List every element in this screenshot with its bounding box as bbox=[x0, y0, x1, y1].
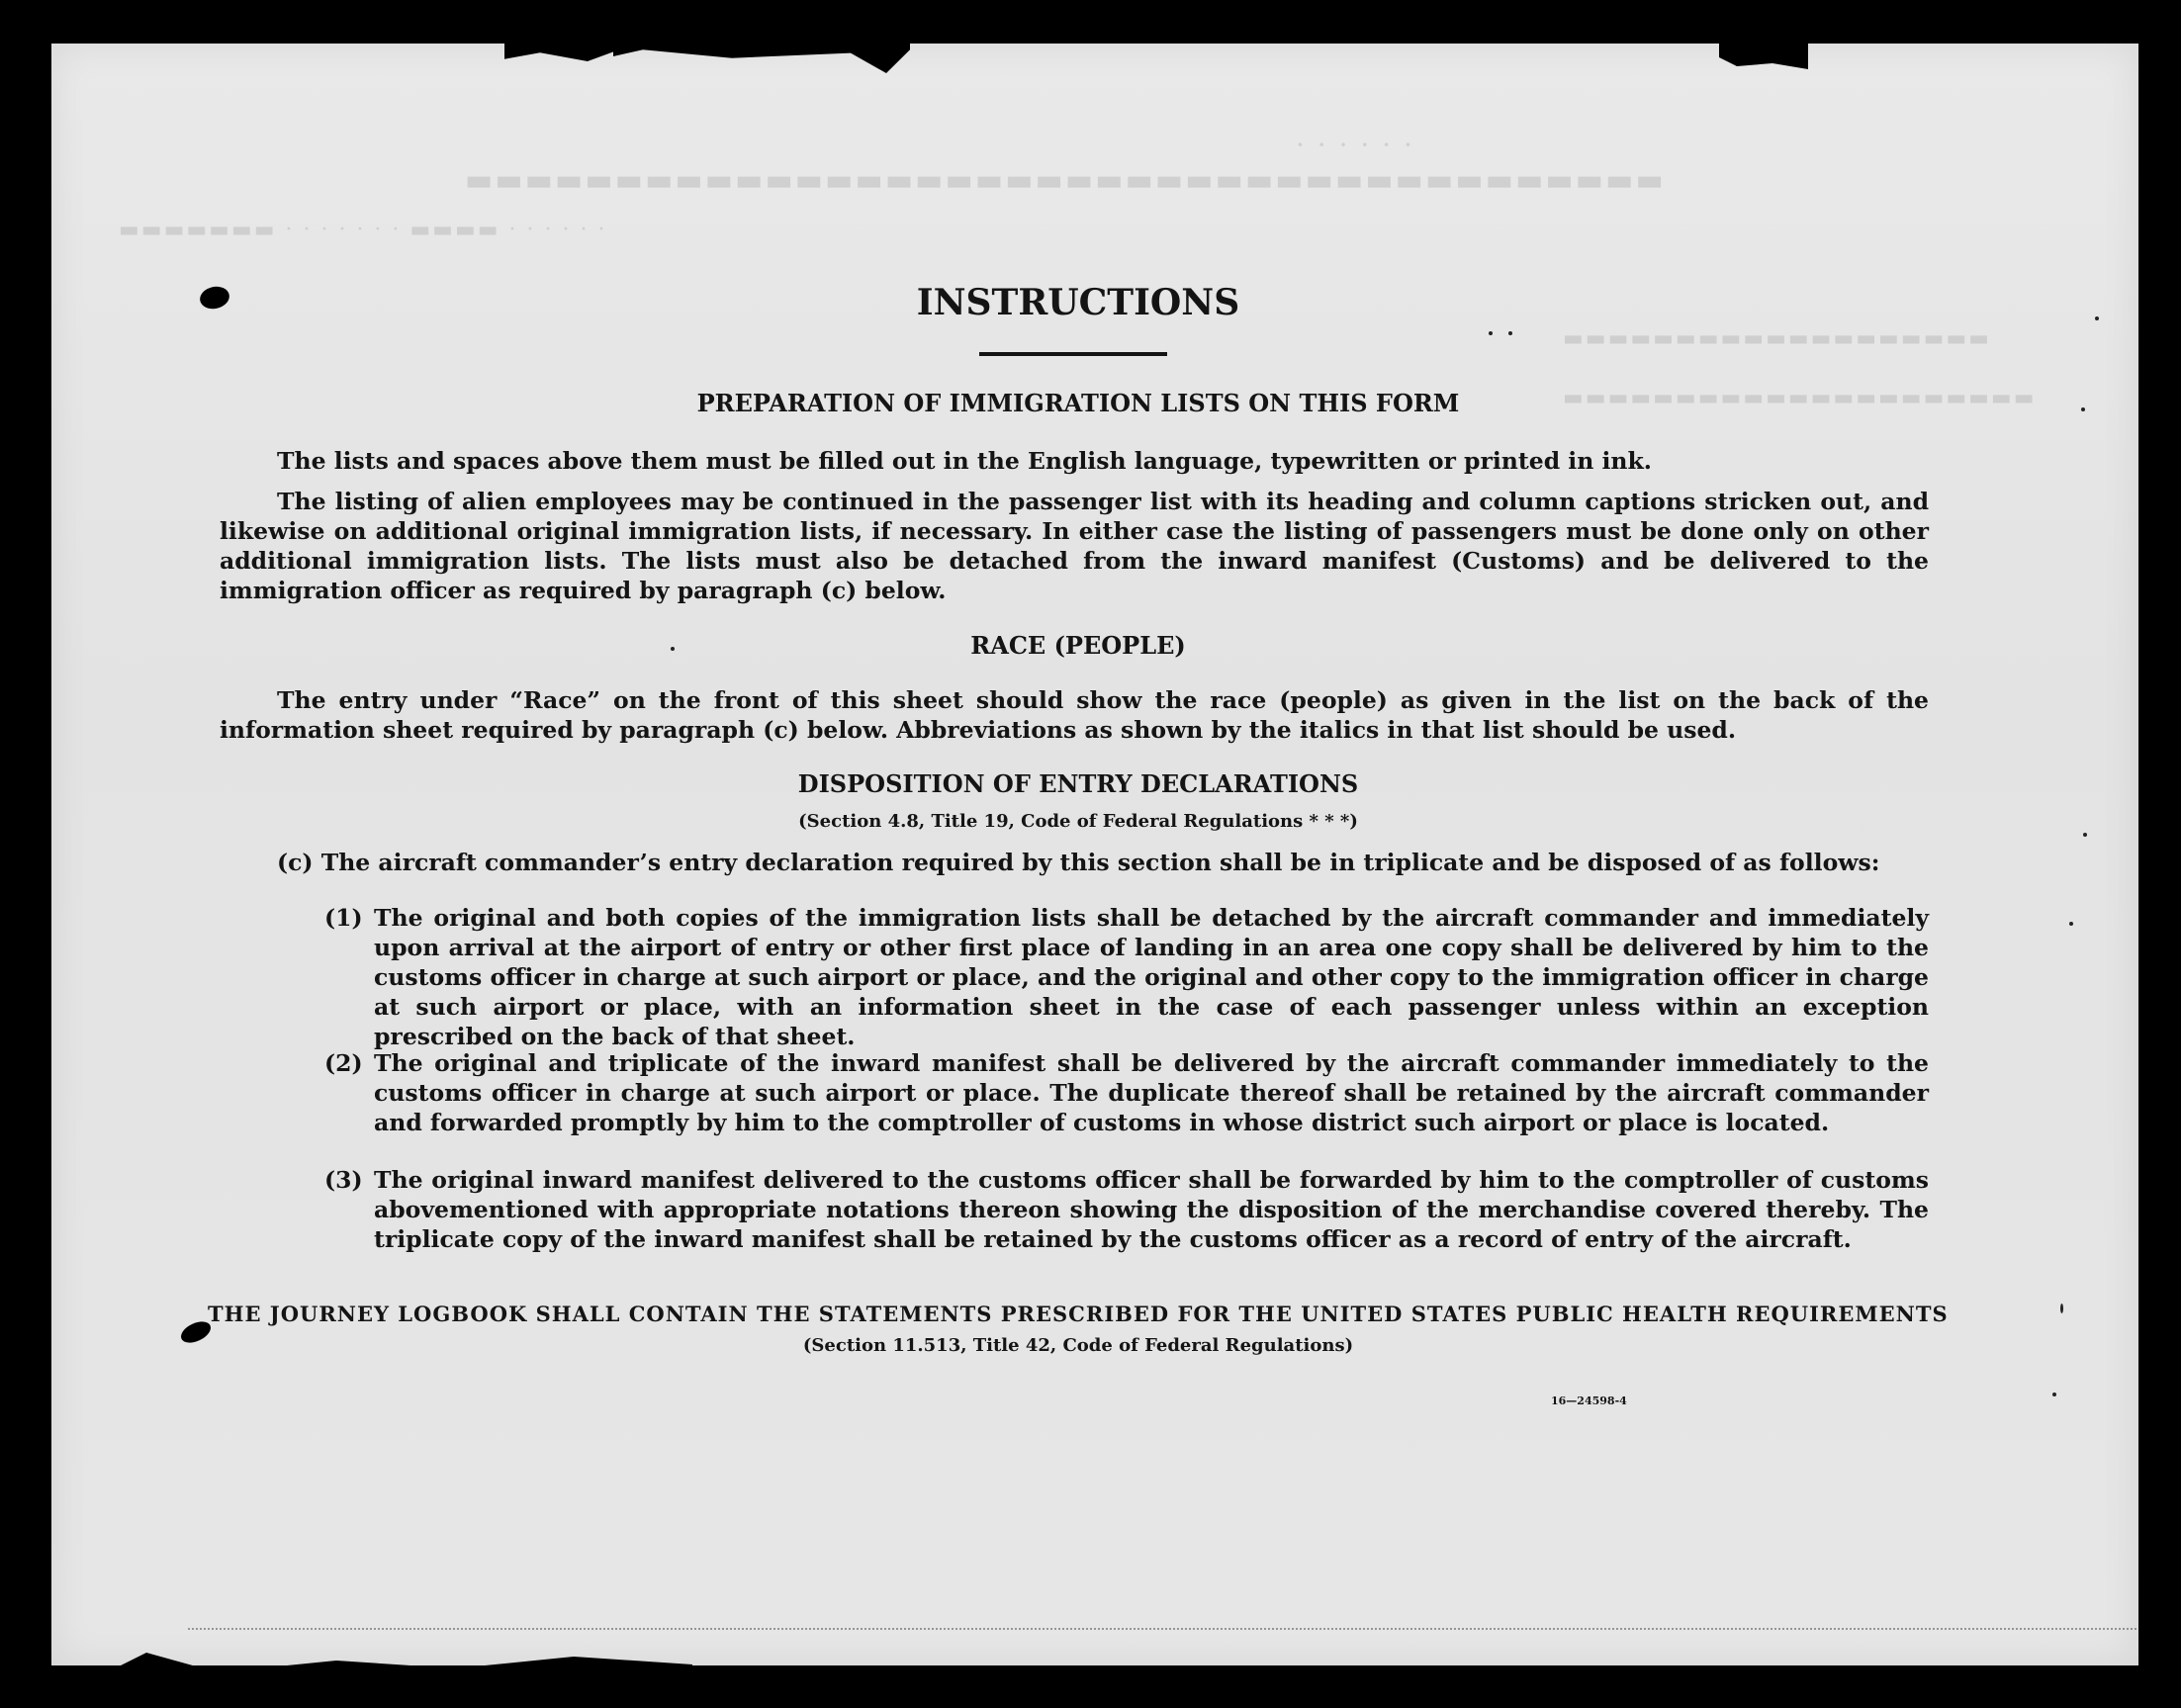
paragraph-preparation-1: The lists and spaces above them must be filled out in the English language, typewritten or printed in ink. bbox=[277, 447, 1652, 475]
list-item-number: (2) bbox=[324, 1049, 363, 1077]
list-item-number: (3) bbox=[324, 1166, 363, 1194]
list-item-number: (1) bbox=[324, 904, 363, 932]
title-underline bbox=[979, 352, 1167, 356]
section-heading-preparation: PREPARATION OF IMMIGRATION LISTS ON THIS FORM bbox=[696, 389, 1460, 417]
section-heading-disposition: DISPOSITION OF ENTRY DECLARATIONS bbox=[797, 769, 1359, 798]
list-item bbox=[324, 903, 1929, 1051]
footer-citation: (Section 11.513, Title 42, Code of Federal Regulations) bbox=[802, 1335, 1354, 1356]
paragraph-disposition-intro: (c) The aircraft commander’s entry declaration required by this section shall be in triplicate and be disposed of as follows: bbox=[277, 849, 1880, 876]
bleed-through-text: ▬▬▬▬▬▬▬ · · · · · · · ▬▬▬▬ · · · · · · bbox=[119, 218, 607, 242]
footer-health-requirements: THE JOURNEY LOGBOOK SHALL CONTAIN THE STATEMENTS PRESCRIBED FOR THE UNITED STATES PUBLIC HEALTH REQUIREMENTS bbox=[208, 1302, 1949, 1326]
section-subheading-disposition: (Section 4.8, Title 19, Code of Federal Regulations * * *) bbox=[798, 811, 1358, 832]
bleed-through-text: ▬▬▬▬▬▬▬▬▬▬▬▬▬▬▬▬▬▬▬ bbox=[1563, 326, 1991, 351]
list-item bbox=[324, 1048, 1929, 1137]
list-item-text: The original and both copies of the immigration lists shall be detached by the aircraft commander and immediately upon arrival at the airport of entry or other first place of landing in an area one copy shall be delivered by him to the customs officer in charge at such airport or place, and the original and other copy to the immigration officer in charge at such airport or place, with an information sheet in the case of each passenger unless within an exception prescribed on the back of that sheet. bbox=[374, 904, 1929, 1050]
list-item bbox=[324, 1165, 1929, 1254]
form-number: 16—24598-4 bbox=[1551, 1394, 1627, 1407]
list-item-text: The original inward manifest delivered to the customs officer shall be forwarded by him to the comptroller of customs abovementioned with appropriate notations thereon showing the disposition of the merchandise covered thereby. The triplicate copy of the inward manifest shall be retained by the customs officer as a record of entry of the aircraft. bbox=[374, 1166, 1929, 1253]
paragraph-preparation-2: The listing of alien employees may be continued in the passenger list with its heading and column captions stricken out, and likewise on additional original immigration lists, if necessary. In either case the listing of passengers must be done only on other additional immigration lists. The lists must also be detached from the inward manifest (Customs) and be delivered to the immigration officer as required by paragraph (c) below. bbox=[220, 488, 1929, 604]
bleed-through-text: ▬▬▬▬▬▬▬▬▬▬▬▬▬▬▬▬▬▬▬▬▬▬▬▬▬▬▬▬▬▬▬▬▬▬▬▬▬▬▬▬ bbox=[465, 163, 1666, 198]
bleed-through-text: · · · · · · bbox=[1296, 129, 1414, 161]
page-title: INSTRUCTIONS bbox=[916, 282, 1240, 323]
section-heading-race: RACE (PEOPLE) bbox=[970, 631, 1186, 660]
list-item-text: The original and triplicate of the inward manifest shall be delivered by the aircraft commander immediately to the customs officer in charge at such airport or place. The duplicate thereof shall be retained by the aircraft commander and forwarded promptly by him to the comptroller of customs in whose district such airport or place is located. bbox=[374, 1049, 1929, 1136]
bleed-through-text: ▬▬▬▬▬▬▬▬▬▬▬▬▬▬▬▬▬▬▬▬▬ bbox=[1563, 386, 2037, 410]
paragraph-race: The entry under “Race” on the front of this sheet should show the race (people) as given in the list on the back of the information sheet required by paragraph (c) below. Abbreviations as shown by the italics in that list should be used. bbox=[220, 686, 1929, 744]
